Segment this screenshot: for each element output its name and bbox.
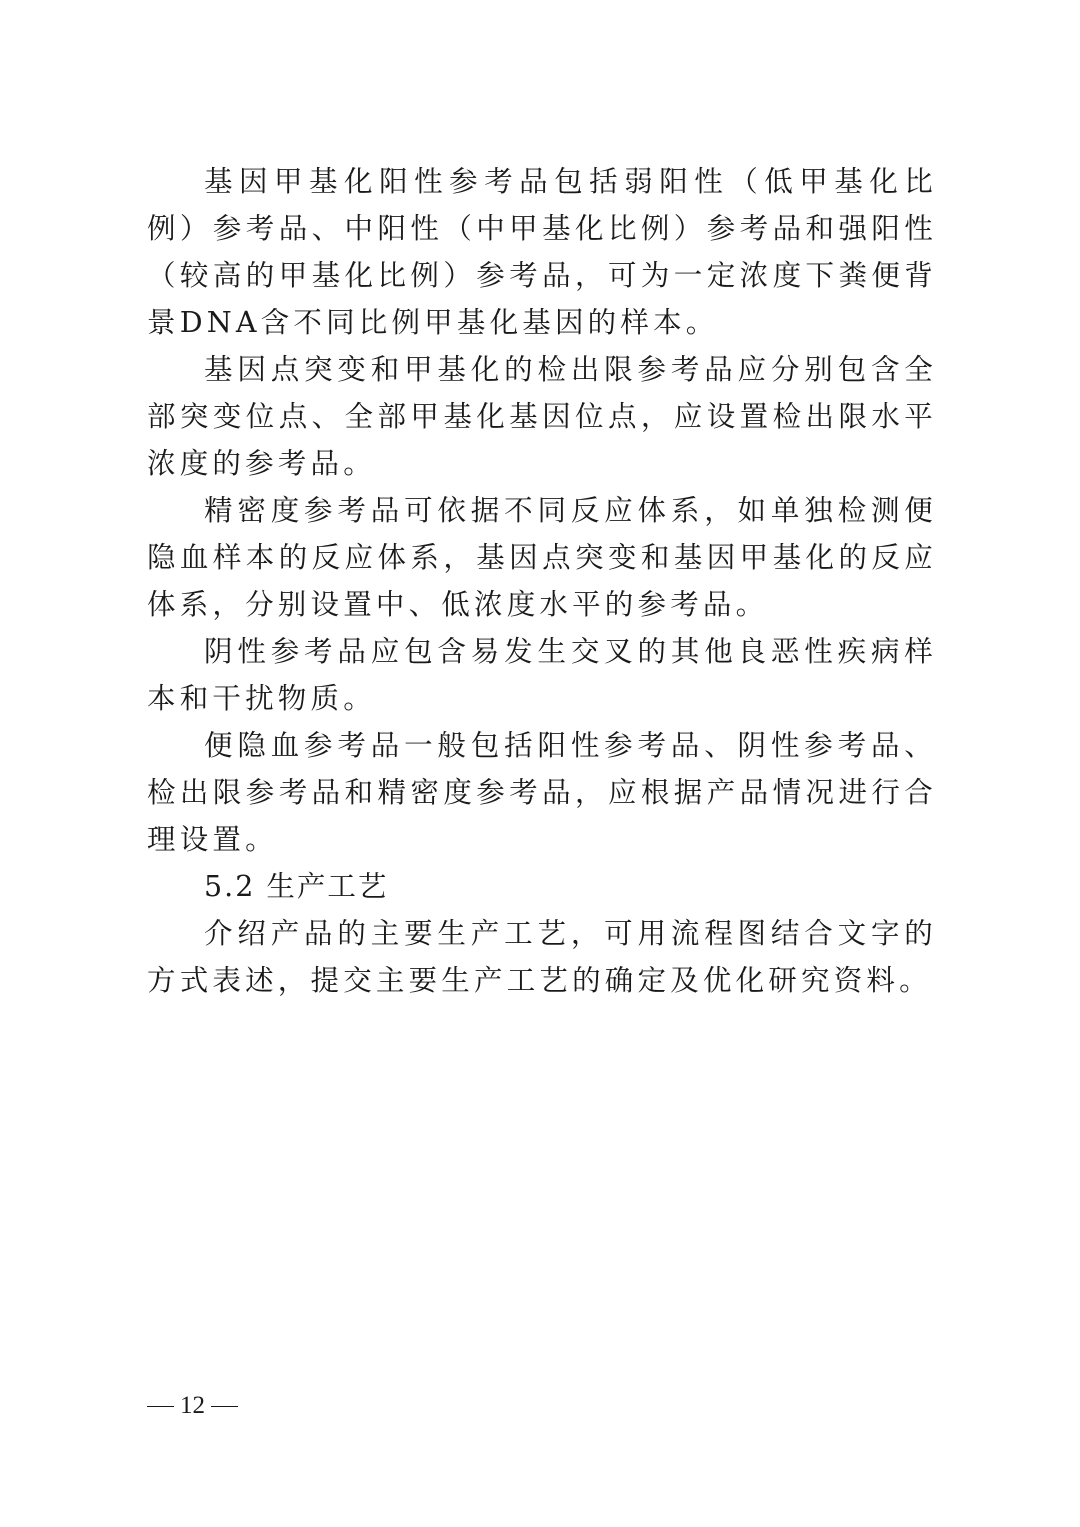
- paragraph-detection-limit-reference: 基因点突变和甲基化的检出限参考品应分别包含全部突变位点、全部甲基化基因位点，应设置检出限水平浓度的参考品。: [147, 353, 937, 480]
- paragraph-production-process: 介绍产品的主要生产工艺，可用流程图结合文字的方式表述，提交主要生产工艺的确定及优化研究资料。: [147, 917, 937, 997]
- page-footer: [147, 1389, 238, 1423]
- page-number: 12: [180, 1392, 205, 1419]
- footer-right-dash: [211, 1406, 238, 1407]
- paragraph-methylation-positive-reference: 基因甲基化阳性参考品包括弱阳性（低甲基化比例）参考品、中阳性（中甲基化比例）参考品和强阳性（较高的甲基化比例）参考品，可为一定浓度下粪便背景DNA含不同比例甲基化基因的样本。: [147, 165, 937, 339]
- paragraph-occult-blood-reference: 便隐血参考品一般包括阳性参考品、阴性参考品、检出限参考品和精密度参考品，应根据产品情况进行合理设置。: [147, 729, 937, 856]
- footer-left-dash: [147, 1406, 174, 1407]
- paragraph-precision-reference: 精密度参考品可依据不同反应体系，如单独检测便隐血样本的反应体系，基因点突变和基因甲基化的反应体系，分别设置中、低浓度水平的参考品。: [147, 494, 937, 621]
- section-heading: 5.2 生产工艺: [204, 870, 389, 903]
- paragraph-negative-reference: 阴性参考品应包含易发生交叉的其他良恶性疾病样本和干扰物质。: [147, 635, 937, 715]
- document-body: [147, 158, 937, 1004]
